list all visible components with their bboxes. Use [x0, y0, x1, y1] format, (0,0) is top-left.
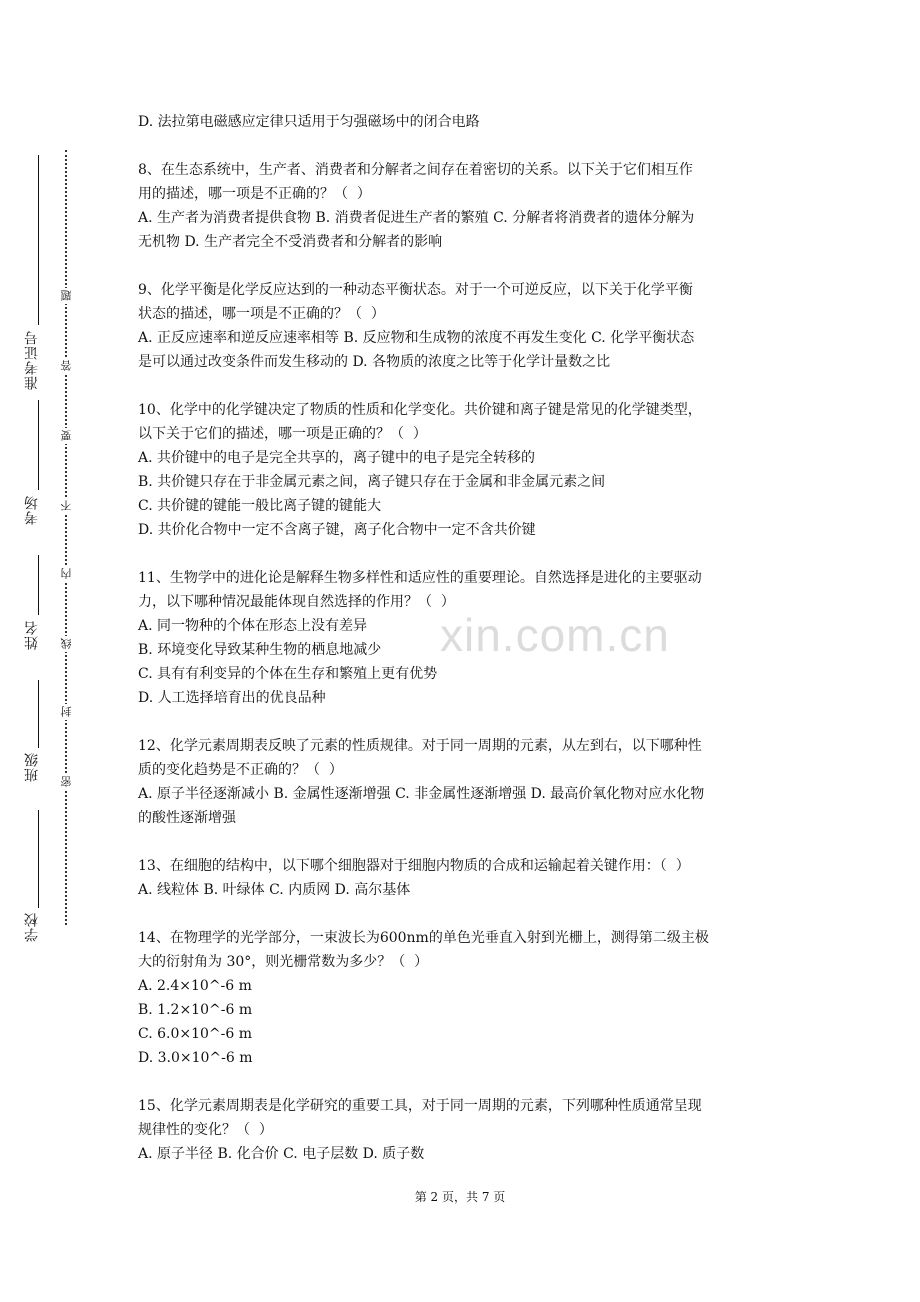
question-option: C. 共价键的键能一般比离子键的键能大	[138, 498, 382, 514]
field-label-class: 班级	[24, 752, 40, 782]
question-block-q12	[138, 734, 783, 830]
seal-line	[65, 150, 67, 925]
field-line-school[interactable]	[38, 810, 39, 908]
field-line-name[interactable]	[38, 555, 39, 615]
question-options: A. 原子半径 B. 化合价 C. 电子层数 D. 质子数	[138, 1146, 425, 1162]
question-option: A. 2.4×10^-6 m	[138, 978, 252, 994]
question-stem: 13、在细胞的结构中，以下哪个细胞器对于细胞内物质的合成和运输起着关键作用：（ ）	[138, 858, 690, 874]
question-stem: 规律性的变化？（ ）	[138, 1122, 273, 1138]
question-options: A. 正反应速率和逆反应速率相等 B. 反应物和生成物的浓度不再发生变化 C. 化学平衡状态	[138, 330, 695, 346]
field-line-exam-room[interactable]	[38, 400, 39, 490]
seal-char: 封	[59, 704, 73, 720]
question-stem: 质的变化趋势是不正确的？（ ）	[138, 762, 343, 778]
question-stem: 以下关于它们的描述，哪一项是正确的？（ ）	[138, 426, 427, 442]
question-options: A. 线粒体 B. 叶绿体 C. 内质网 D. 高尔基体	[138, 882, 411, 898]
field-label-school: 学校	[24, 912, 40, 942]
question-stem: 14、在物理学的光学部分，一束波长为600nm的单色光垂直入射到光栅上，测得第二级主极	[138, 930, 709, 946]
question-option: D. 3.0×10^-6 m	[138, 1050, 253, 1066]
question-options: A. 原子半径逐渐减小 B. 金属性逐渐增强 C. 非金属性逐渐增强 D. 最高价氧化物对应水化物	[138, 786, 705, 802]
seal-char: 密	[59, 774, 73, 790]
question-options: 是可以通过改变条件而发生移动的 D. 各物质的浓度之比等于化学计量数之比	[138, 354, 611, 370]
question-option: D. 人工选择培育出的优良品种	[138, 690, 326, 706]
question-options: 的酸性逐渐增强	[138, 810, 236, 826]
question-block-q15	[138, 1094, 783, 1166]
seal-char: 题	[59, 288, 73, 304]
question-stem: 12、化学元素周期表反映了元素的性质规律。对于同一周期的元素，从左到右，以下哪种性	[138, 738, 702, 754]
field-line-class[interactable]	[38, 680, 39, 748]
question-block-q13	[138, 854, 783, 902]
question-stem: 10、化学中的化学键决定了物质的性质和化学变化。共价键和离子键是常见的化学键类型，	[138, 402, 702, 418]
question-options: A. 生产者为消费者提供食物 B. 消费者促进生产者的繁殖 C. 分解者将消费者的遗体分解为	[138, 210, 695, 226]
watermark: xin.com.cn	[440, 609, 670, 661]
exam-content	[138, 110, 783, 1190]
question-option: D. 共价化合物中一定不含离子键，离子化合物中一定不含共价键	[138, 522, 536, 538]
question-stem: 用的描述，哪一项是不正确的？（ ）	[138, 186, 371, 202]
question-option: A. 共价键中的电子是完全共享的，离子键中的电子是完全转移的	[138, 450, 536, 466]
field-label-admission-number: 准考证号	[24, 330, 40, 390]
question-stem: 15、化学元素周期表是化学研究的重要工具，对于同一周期的元素，下列哪种性质通常呈现	[138, 1098, 702, 1114]
field-line-admission-number[interactable]	[38, 155, 39, 325]
question-option: C. 6.0×10^-6 m	[138, 1026, 253, 1042]
question-stem: 8、在生态系统中，生产者、消费者和分解者之间存在着密切的关系。以下关于它们相互作	[138, 162, 693, 178]
field-label-exam-room: 考场	[24, 495, 40, 525]
question-option: B. 共价键只存在于非金属元素之间，离子键只存在于金属和非金属元素之间	[138, 474, 606, 490]
question-stem: 9、化学平衡是化学反应达到的一种动态平衡状态。对于一个可逆反应，以下关于化学平衡	[138, 282, 693, 298]
question-stem: 力，以下哪种情况最能体现自然选择的作用？（ ）	[138, 594, 455, 610]
question-option: A. 同一物种的个体在形态上没有差异	[138, 618, 368, 634]
field-label-name: 姓名	[24, 620, 40, 650]
page-footer: 第 2 页，共 7 页	[414, 1190, 506, 1204]
seal-char: 线	[59, 636, 73, 652]
question-options: 无机物 D. 生产者完全不受消费者和分解者的影响	[138, 234, 443, 250]
question-stem: 状态的描述，哪一项是不正确的？（ ）	[138, 306, 385, 322]
question-option: B. 环境变化导致某种生物的栖息地减少	[138, 642, 382, 658]
question-stem: 大的衍射角为 30°，则光栅常数为多少？（ ）	[138, 954, 429, 970]
seal-char: 内	[59, 566, 73, 582]
question-block-q10	[138, 398, 783, 542]
question-line: D. 法拉第电磁感应定律只适用于匀强磁场中的闭合电路	[138, 114, 480, 130]
seal-char: 要	[59, 428, 73, 444]
question-block-q14	[138, 926, 783, 1070]
question-block-q11	[138, 566, 783, 710]
seal-char: 答	[59, 358, 73, 374]
question-stem: 11、生物学中的进化论是解释生物多样性和适应性的重要理论。自然选择是进化的主要驱动	[138, 570, 702, 586]
question-block-q9	[138, 278, 783, 374]
question-option: B. 1.2×10^-6 m	[138, 1002, 253, 1018]
question-option: C. 具有有利变异的个体在生存和繁殖上更有优势	[138, 666, 438, 682]
seal-char: 不	[59, 498, 73, 514]
question-block-q7-tail	[138, 110, 783, 134]
question-block-q8	[138, 158, 783, 254]
